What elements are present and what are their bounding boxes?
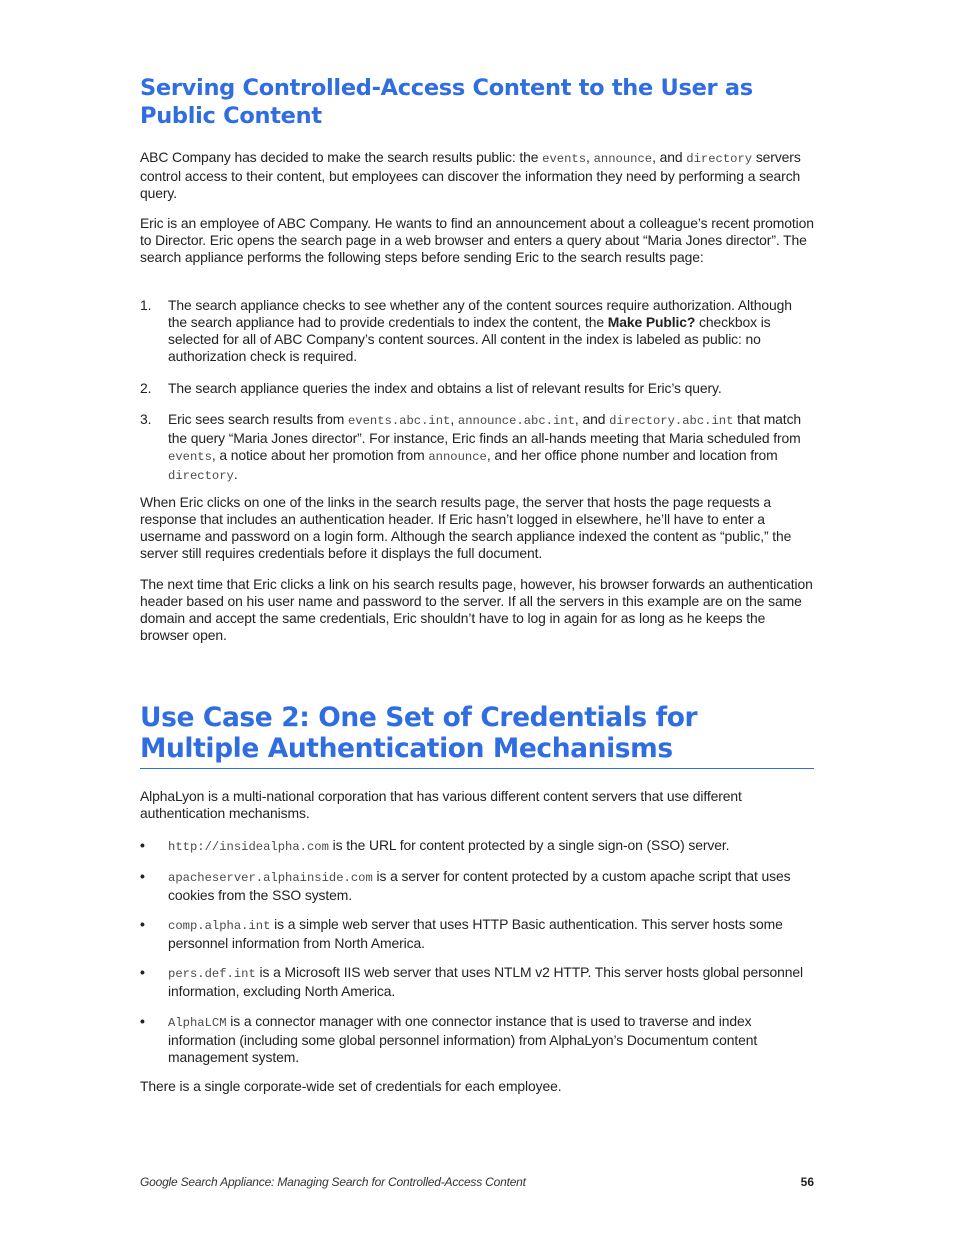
step-number: 3. xyxy=(140,411,152,427)
step-item-2 xyxy=(140,380,814,397)
bullet-item xyxy=(140,1013,814,1066)
step-number: 2. xyxy=(140,380,152,396)
bullet-text xyxy=(168,964,814,1000)
code-url: http://insidealpha.com xyxy=(168,840,329,854)
text-run: , xyxy=(450,411,458,427)
bullet-text xyxy=(168,916,814,952)
code-host: AlphaLCM xyxy=(168,1016,227,1030)
text-run: servers control access to their content, but employees can discover the information they need by performing a search query. xyxy=(140,149,801,202)
paragraph-auth-header: When Eric clicks on one of the links in the search results page, the server that hosts the page requests a response that includes an authentication header. If Eric hasn’t logged in elsewhere, he’ll have to enter a username and password on a login form. Although the search appliance indexed the content as “public,” the server still requires credentials before it displays the full document. xyxy=(140,494,792,562)
code-host: comp.alpha.int xyxy=(168,919,271,933)
code-host: apacheserver.alphainside.com xyxy=(168,871,373,885)
text-run: The search appliance checks to see whether any of the content sources require authorization. Although the search appliance had to provide credentials to index the content, the xyxy=(168,297,792,331)
paragraph-alphalyon: AlphaLyon is a multi-national corporation that has various different content servers that use different authentication mechanisms. xyxy=(140,788,742,822)
text-run: Eric sees search results from xyxy=(168,411,348,427)
code-events-host: events.abc.int xyxy=(347,414,451,428)
paragraph-public-results xyxy=(140,149,814,202)
text-run: , and xyxy=(652,149,687,165)
step-text xyxy=(168,297,814,365)
code-directory: directory xyxy=(168,469,234,484)
text-run: , a notice about her promotion from xyxy=(211,447,429,464)
code-directory: directory xyxy=(686,152,753,166)
page-footer xyxy=(140,1174,814,1190)
text-run: is a connector manager with one connector instance that is used to traverse and index information (including some global personnel information) from AlphaLyon’s Documentum content management system. xyxy=(168,1013,758,1066)
text-run: is the URL for content protected by a single sign-on (SSO) server. xyxy=(328,837,730,853)
bullet-icon: • xyxy=(140,868,145,884)
text-run: that match the query “Maria Jones director”. For instance, Eric finds an all-hands meeting that Maria scheduled from xyxy=(168,411,802,447)
bullet-item xyxy=(140,868,814,904)
text-run: , and xyxy=(574,411,610,427)
bullet-text xyxy=(168,868,814,904)
bullet-text xyxy=(168,1013,814,1066)
bullet-icon: • xyxy=(140,964,145,980)
text-run: , xyxy=(586,149,594,165)
paragraph-eric-employee: Eric is an employee of ABC Company. He wants to find an announcement about a colleague’s recent promotion to Director. Eric opens the search page in a web browser and enters a query about “Maria Jones director”. The search appliance performs the following steps before sending Eric to the search results page: xyxy=(140,215,814,266)
bullet-item xyxy=(140,837,814,856)
code-announce-host: announce.abc.int xyxy=(457,414,575,428)
bullet-text xyxy=(168,837,814,856)
code-directory-host: directory.abc.int xyxy=(609,414,734,428)
bullet-icon: • xyxy=(140,916,145,932)
code-host: pers.def.int xyxy=(168,967,256,981)
text-run: checkbox is selected for all of ABC Company’s content sources. All content in the index is labeled as public: no authorization check is required. xyxy=(168,314,771,365)
step-item-3 xyxy=(140,411,814,485)
text-run: . xyxy=(233,466,238,483)
text-run: is a Microsoft IIS web server that uses NTLM v2 HTTP. This server hosts global personnel information, excluding North America. xyxy=(168,964,803,1000)
step-text: The search appliance queries the index and obtains a list of relevant results for Eric’s query. xyxy=(168,380,722,396)
text-run: is a simple web server that uses HTTP Basic authentication. This server hosts some personnel information from North America. xyxy=(168,916,783,952)
code-events: events xyxy=(168,450,212,465)
text-run: is a server for content protected by a custom apache script that uses cookies from the SSO system. xyxy=(168,868,791,904)
main-heading: Use Case 2: One Set of Credentials for Multiple Authentication Mechanisms xyxy=(140,702,814,769)
text-run: , and her office phone number and location from xyxy=(486,447,778,464)
bullet-item xyxy=(140,964,814,1000)
bullet-icon: • xyxy=(140,1013,145,1029)
step-text xyxy=(168,411,814,485)
footer-title: Google Search Appliance: Managing Search for Controlled-Access Content xyxy=(140,1175,526,1189)
paragraph-credentials: There is a single corporate-wide set of credentials for each employee. xyxy=(140,1078,562,1094)
step-item-1 xyxy=(140,297,814,365)
step-number: 1. xyxy=(140,297,152,313)
page-number: 56 xyxy=(800,1175,814,1189)
section-heading: Serving Controlled-Access Content to the User as Public Content xyxy=(140,75,753,129)
paragraph-next-time: The next time that Eric clicks a link on his search results page, however, his browser forwards an authentication header based on his user name and password to the server. If all the servers in this example are on the same domain and accept the same credentials, Eric shouldn’t have to log in again for as long as he keeps the browser open. xyxy=(140,576,813,644)
code-announce: announce xyxy=(593,152,653,166)
code-announce: announce xyxy=(428,450,487,465)
make-public-label: Make Public? xyxy=(607,314,696,331)
code-events: events xyxy=(542,152,587,166)
bullet-icon: • xyxy=(140,837,145,853)
text-run: ABC Company has decided to make the search results public: the xyxy=(140,149,543,165)
bullet-item xyxy=(140,916,814,952)
